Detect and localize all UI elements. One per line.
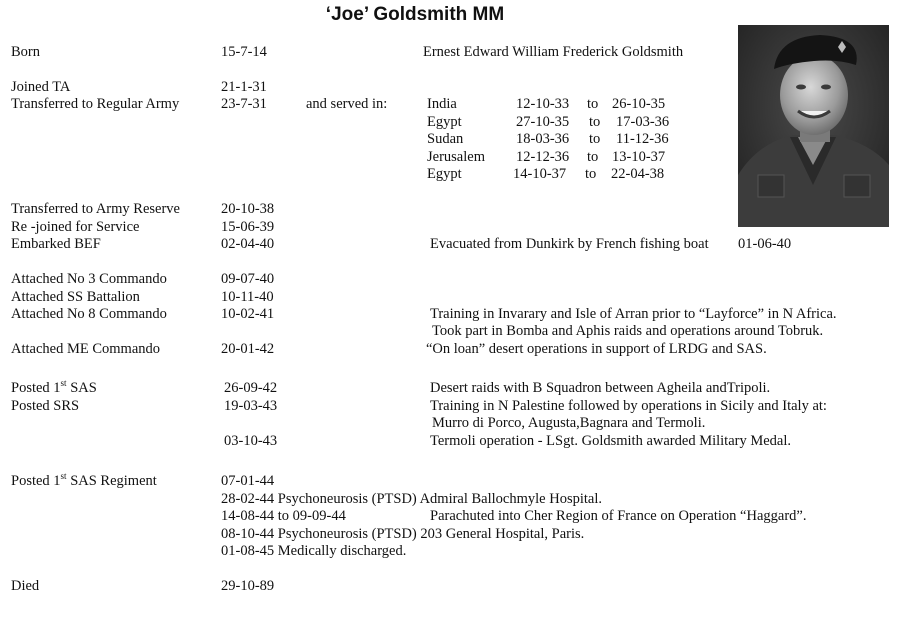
commando8-note: Took part in Bomba and Aphis raids and operations around Tobruk. <box>432 323 824 339</box>
regular-army-label: Transferred to Regular Army <box>11 96 180 112</box>
commando8-date: 10-02-41 <box>221 306 275 322</box>
termoli-date: 03-10-43 <box>224 433 278 449</box>
ss-battalion-label: Attached SS Battalion <box>11 289 140 305</box>
bef-label: Embarked BEF <box>11 236 101 252</box>
commando3-label: Attached No 3 Commando <box>11 271 167 287</box>
haggard-note: Parachuted into Cher Region of France on Operation “Haggard”. <box>430 508 807 524</box>
posting-from: 12-10-33 <box>516 96 570 112</box>
event-line: 14-08-44 to 09-09-44 <box>221 508 346 524</box>
srs-note: Training in N Palestine followed by operations in Sicily and Italy at: <box>430 398 827 414</box>
served-in-label: and served in: <box>306 96 388 112</box>
sas-regiment-date: 07-01-44 <box>221 473 275 489</box>
posting-from: 18-03-36 <box>516 131 570 147</box>
born-date: 15-7-14 <box>221 44 267 60</box>
posting-to: 22-04-38 <box>611 166 665 182</box>
died-label: Died <box>11 578 40 594</box>
me-commando-note: “On loan” desert operations in support of LRDG and SAS. <box>426 341 767 357</box>
posting-from: 14-10-37 <box>513 166 567 182</box>
born-label: Born <box>11 44 40 60</box>
sas1-label: Posted 1st SAS <box>11 378 97 396</box>
page-title: ‘Joe’ Goldsmith MM <box>325 4 505 25</box>
regular-army-date: 23-7-31 <box>221 96 267 112</box>
srs-note: Murro di Porco, Augusta,Bagnara and Termoli. <box>432 415 706 431</box>
joined-ta-label: Joined TA <box>11 79 71 95</box>
commando3-date: 09-07-40 <box>221 271 275 287</box>
me-commando-label: Attached ME Commando <box>11 341 161 357</box>
event-line: 01-08-45 Medically discharged. <box>221 543 407 559</box>
posting-place: Jerusalem <box>427 149 485 165</box>
me-commando-date: 20-01-42 <box>221 341 275 357</box>
sas1-note: Desert raids with B Squadron between Agheila andTripoli. <box>430 380 771 396</box>
full-name: Ernest Edward William Frederick Goldsmith <box>423 44 684 60</box>
sas-regiment-label: Posted 1st SAS Regiment <box>11 471 157 489</box>
joined-ta-date: 21-1-31 <box>221 79 267 95</box>
posting-to-word: to <box>589 114 601 130</box>
posting-to-word: to <box>587 149 599 165</box>
posting-to-word: to <box>587 96 599 112</box>
bef-note: Evacuated from Dunkirk by French fishing boat <box>430 236 709 252</box>
army-reserve-label: Transferred to Army Reserve <box>11 201 180 217</box>
srs-label: Posted SRS <box>11 398 80 414</box>
commando8-label: Attached No 8 Commando <box>11 306 167 322</box>
posting-from: 27-10-35 <box>516 114 570 130</box>
ss-battalion-date: 10-11-40 <box>221 289 274 305</box>
bef-note-date: 01-06-40 <box>738 236 792 252</box>
posting-to: 26-10-35 <box>612 96 666 112</box>
bef-date: 02-04-40 <box>221 236 275 252</box>
died-date: 29-10-89 <box>221 578 275 594</box>
event-line: 08-10-44 Psychoneurosis (PTSD) 203 General Hospital, Paris. <box>221 526 585 542</box>
posting-to-word: to <box>589 131 601 147</box>
army-reserve-date: 20-10-38 <box>221 201 275 217</box>
rejoined-label: Re -joined for Service <box>11 219 140 235</box>
posting-place: Egypt <box>427 166 462 182</box>
posting-to: 17-03-36 <box>616 114 670 130</box>
rejoined-date: 15-06-39 <box>221 219 275 235</box>
srs-date: 19-03-43 <box>224 398 278 414</box>
posting-to: 13-10-37 <box>612 149 666 165</box>
posting-to: 11-12-36 <box>616 131 669 147</box>
sas1-date: 26-09-42 <box>224 380 278 396</box>
posting-to-word: to <box>585 166 597 182</box>
posting-place: Egypt <box>427 114 462 130</box>
portrait-photo <box>738 25 889 227</box>
posting-place: India <box>427 96 457 112</box>
termoli-note: Termoli operation - LSgt. Goldsmith awarded Military Medal. <box>430 433 792 449</box>
event-line: 28-02-44 Psychoneurosis (PTSD) Admiral Ballochmyle Hospital. <box>221 491 602 507</box>
posting-from: 12-12-36 <box>516 149 570 165</box>
posting-place: Sudan <box>427 131 464 147</box>
commando8-note: Training in Invarary and Isle of Arran prior to “Layforce” in N Africa. <box>430 306 837 322</box>
